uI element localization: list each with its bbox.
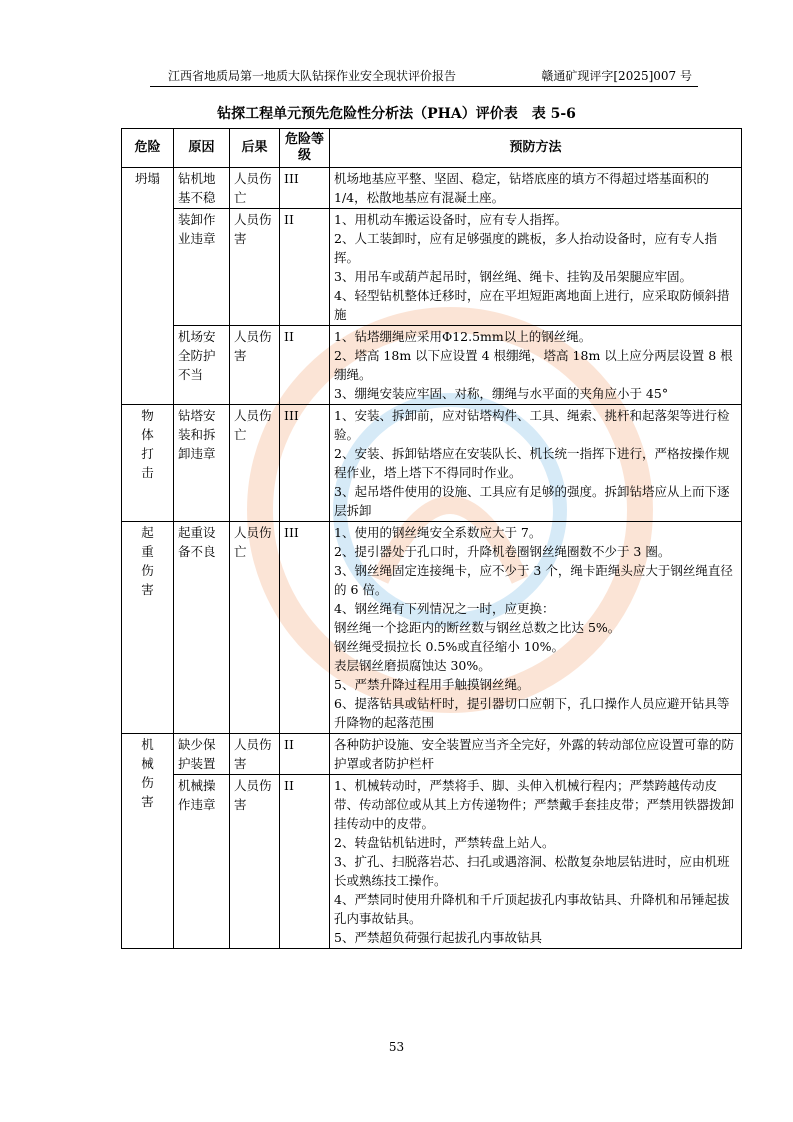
measures-cell xyxy=(330,326,742,405)
hazard-category-char: 害 xyxy=(141,794,154,809)
consequence-cell: 人员伤亡 xyxy=(230,405,280,522)
measure-line: 1、用机动车搬运设备时，应有专人指挥。 xyxy=(334,212,567,227)
hazard-category-cell xyxy=(122,405,174,522)
grade-cell: III xyxy=(280,405,330,522)
measure-line: 2、转盘钻机钻进时，严禁转盘上站人。 xyxy=(334,835,555,850)
page-number: 53 xyxy=(388,1040,405,1054)
measure-line: 钢丝绳一个捻距内的断丝数与钢丝总数之比达 5%。 xyxy=(334,620,621,635)
consequence-cell: 人员伤亡 xyxy=(230,168,280,209)
hazard-category-char: 击 xyxy=(141,465,154,480)
measure-line: 3、绷绳安装应牢固、对称，绷绳与水平面的夹角应小于 45° xyxy=(334,386,669,401)
header-grade: 危险等级 xyxy=(280,129,330,168)
measure-line: 6、提落钻具或钻杆时，提引器切口应朝下，孔口操作人员应避开钻具等升降物的起落范围 xyxy=(334,696,730,730)
cause-cell: 机械操作违章 xyxy=(174,775,230,949)
grade-cell: II xyxy=(280,775,330,949)
hazard-category-cell xyxy=(122,168,174,405)
measure-line: 2、塔高 18m 以下应设置 4 根绷绳，塔高 18m 以上应分两层设置 8 根绷绳。 xyxy=(334,348,733,382)
hazard-category-char: 伤 xyxy=(141,563,154,578)
grade-cell: II xyxy=(280,209,330,326)
measure-line: 3、钢丝绳固定连接绳卡，应不少于 3 个，绳卡距绳头应大于钢丝绳直径的 6 倍。 xyxy=(334,563,733,597)
measure-line: 5、严禁升降过程用手触摸钢丝绳。 xyxy=(334,677,530,692)
measure-line: 表层钢丝磨损腐蚀达 30%。 xyxy=(334,658,491,673)
consequence-cell: 人员伤害 xyxy=(230,734,280,775)
cause-cell: 起重设备不良 xyxy=(174,522,230,734)
consequence-cell: 人员伤害 xyxy=(230,775,280,949)
table-row xyxy=(122,775,742,949)
header-hazard: 危险 xyxy=(122,129,174,168)
header-report-number: 赣通矿现评字[2025]007 号 xyxy=(541,69,692,83)
hazard-category-char: 坍塌 xyxy=(134,171,160,186)
measures-cell xyxy=(330,209,742,326)
measure-line: 3、扩孔、扫脱落岩芯、扫孔或遇溶洞、松散复杂地层钻进时，应由机班长或熟练技工操作。 xyxy=(334,854,730,888)
hazard-category-char: 械 xyxy=(141,756,154,771)
measure-line: 5、严禁超负荷强行起拔孔内事故钻具 xyxy=(334,930,542,945)
measures-cell xyxy=(330,168,742,209)
measure-line: 钢丝绳受损拉长 0.5%或直径缩小 10%。 xyxy=(334,639,564,654)
grade-cell: III xyxy=(280,168,330,209)
header-consequence: 后果 xyxy=(230,129,280,168)
hazard-category-char: 体 xyxy=(141,427,154,442)
header-report-title: 江西省地质局第一地质大队钻探作业安全现状评价报告 xyxy=(168,69,457,83)
measure-line: 1、安装、拆卸前，应对钻塔构件、工具、绳索、挑杆和起落架等进行检验。 xyxy=(334,408,730,442)
page-header xyxy=(150,66,698,87)
header-measures: 预防方法 xyxy=(330,129,742,168)
table-title: 钻探工程单元预先危险性分析法（PHA）评价表 表 5-6 xyxy=(217,106,576,122)
hazard-category-char: 物 xyxy=(141,408,154,423)
table-header-row xyxy=(122,129,742,168)
grade-cell: II xyxy=(280,326,330,405)
cause-cell: 装卸作业违章 xyxy=(174,209,230,326)
measures-cell xyxy=(330,734,742,775)
consequence-cell: 人员伤害 xyxy=(230,209,280,326)
consequence-cell: 人员伤亡 xyxy=(230,522,280,734)
pha-table xyxy=(121,128,742,949)
measure-line: 机场地基应平整、坚固、稳定，钻塔底座的填方不得超过塔基面积的 1/4，松散地基应有混凝土座。 xyxy=(334,171,710,205)
hazard-category-char: 伤 xyxy=(141,775,154,790)
table-row xyxy=(122,168,742,209)
measure-line: 4、钢丝绳有下列情况之一时，应更换： xyxy=(334,601,555,616)
measure-line: 4、轻型钻机整体迁移时，应在平坦短距离地面上进行，应采取防倾斜措施 xyxy=(334,288,730,322)
table-row xyxy=(122,405,742,522)
cause-cell: 缺少保护装置 xyxy=(174,734,230,775)
cause-cell: 钻塔安装和拆卸违章 xyxy=(174,405,230,522)
grade-cell: III xyxy=(280,522,330,734)
measure-line: 1、钻塔绷绳应采用Φ12.5mm以上的钢丝绳。 xyxy=(334,329,592,344)
hazard-category-cell xyxy=(122,522,174,734)
measure-line: 2、提引器处于孔口时，升降机卷圈钢丝绳圈数不少于 3 圈。 xyxy=(334,544,671,559)
hazard-category-char: 机 xyxy=(141,737,154,752)
measure-line: 2、安装、拆卸钻塔应在安装队长、机长统一指挥下进行，严格按操作规程作业，塔上塔下不得同时作业。 xyxy=(334,446,730,480)
cause-cell: 钻机地基不稳 xyxy=(174,168,230,209)
hazard-category-cell xyxy=(122,734,174,949)
consequence-cell: 人员伤害 xyxy=(230,326,280,405)
table-row xyxy=(122,326,742,405)
hazard-category-char: 重 xyxy=(141,544,154,559)
hazard-category-char: 打 xyxy=(141,446,154,461)
measures-cell xyxy=(330,522,742,734)
grade-cell: II xyxy=(280,734,330,775)
measure-line: 2、人工装卸时，应有足够强度的跳板，多人抬动设备时，应有专人指挥。 xyxy=(334,231,717,265)
measure-line: 3、用吊车或葫芦起吊时，钢丝绳、绳卡、挂钩及吊架腿应牢固。 xyxy=(334,269,692,284)
cause-cell: 机场安全防护不当 xyxy=(174,326,230,405)
measure-line: 各种防护设施、安全装置应当齐全完好，外露的转动部位应设置可靠的防护罩或者防护栏杆 xyxy=(334,737,735,771)
table-row xyxy=(122,734,742,775)
header-cause: 原因 xyxy=(174,129,230,168)
measure-line: 4、严禁同时使用升降机和千斤顶起拔孔内事故钻具、升降机和吊锤起拔孔内事故钻具。 xyxy=(334,892,730,926)
table-body xyxy=(122,168,742,949)
measures-cell xyxy=(330,405,742,522)
table-row xyxy=(122,522,742,734)
measure-line: 1、机械转动时，严禁将手、脚、头伸入机械行程内；严禁跨越传动皮带、传动部位或从其上方传递物件；严禁戴手套挂皮带；严禁用铁器拨卸挂传动中的皮带。 xyxy=(334,778,735,831)
hazard-category-char: 起 xyxy=(141,525,154,540)
hazard-category-char: 害 xyxy=(141,582,154,597)
measures-cell xyxy=(330,775,742,949)
table-row xyxy=(122,209,742,326)
measure-line: 1、使用的钢丝绳安全系数应大于 7。 xyxy=(334,525,542,540)
measure-line: 3、起吊塔件使用的设施、工具应有足够的强度。拆卸钻塔应从上而下逐层拆卸 xyxy=(334,484,730,518)
